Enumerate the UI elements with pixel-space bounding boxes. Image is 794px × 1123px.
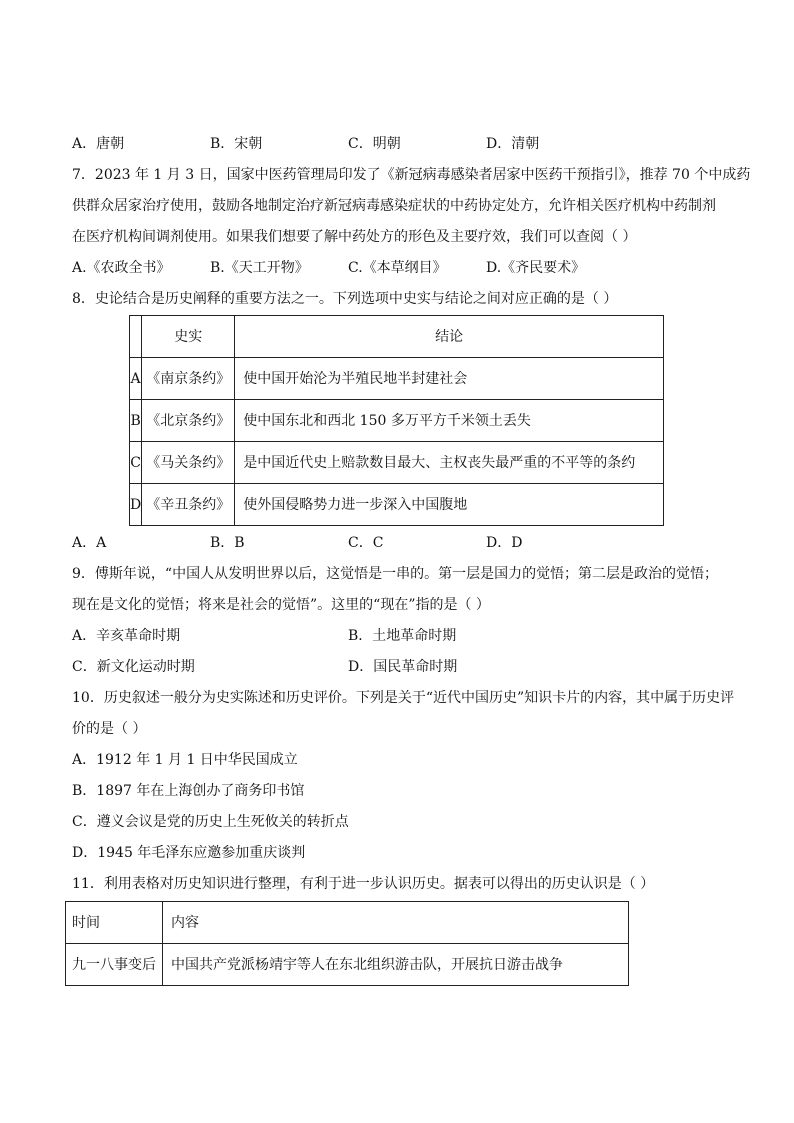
q7-stem-line-2: 供群众居家治疗使用，鼓励各地制定治疗新冠病毒感染症状的中药协定处方，允许相关医疗机构中药制剂 <box>72 198 716 214</box>
q6-option-c[interactable]: C．明朝 <box>348 136 401 152</box>
table-cell-letter: A <box>130 358 142 400</box>
table-header-row <box>66 902 629 944</box>
q8-option-d[interactable]: D．D <box>486 535 523 551</box>
table-cell-fact: 《北京条约》 <box>142 400 235 442</box>
q7-stem-line-3: 在医疗机构间调剂使用。如果我们想要了解中药处方的形色及主要疗效，我们可以查阅（ ） <box>72 229 637 245</box>
table-row <box>66 944 629 986</box>
table-cell-conclusion: 使中国开始沦为半殖民地半封建社会 <box>235 358 664 400</box>
q9-option-a[interactable]: A．辛亥革命时期 <box>72 628 181 644</box>
q10-option-d[interactable]: D．1945 年毛泽东应邀参加重庆谈判 <box>72 845 306 861</box>
q9-option-d[interactable]: D．国民革命时期 <box>348 659 458 675</box>
table-header-cell <box>130 316 142 358</box>
table-row <box>130 400 664 442</box>
q8-option-a[interactable]: A．A <box>72 535 107 551</box>
q9-stem-line-1: 9．傅斯年说，“中国人从发明世界以后，这觉悟是一串的。第一层是国力的觉悟；第二层是政治的觉悟； <box>72 566 719 582</box>
table-header-cell: 时间 <box>66 902 163 944</box>
table-cell-conclusion: 使中国东北和西北 150 多万平方千米领土丢失 <box>235 400 664 442</box>
q9-option-c[interactable]: C．新文化运动时期 <box>72 659 195 675</box>
table-cell-fact: 《马关条约》 <box>142 442 235 484</box>
q6-option-d[interactable]: D．清朝 <box>486 136 540 152</box>
q6-option-a[interactable]: A．唐朝 <box>72 136 125 152</box>
q9-stem-line-2: 现在是文化的觉悟；将来是社会的觉悟”。这里的“现在”指的是（ ） <box>72 597 490 613</box>
q11-stem: 11．利用表格对历史知识进行整理，有利于进一步认识历史。据表可以得出的历史认识是（ ） <box>72 876 655 892</box>
table-row <box>130 484 664 526</box>
table-cell-letter: B <box>130 400 142 442</box>
table-cell-content: 中国共产党派杨靖宇等人在东北组织游击队，开展抗日游击战争 <box>163 944 629 986</box>
table-header-row <box>130 316 664 358</box>
q10-option-a[interactable]: A．1912 年 1 月 1 日中华民国成立 <box>72 752 298 768</box>
table-cell-time: 九一八事变后 <box>66 944 163 986</box>
table-header-cell: 结论 <box>235 316 664 358</box>
q8-option-b[interactable]: B．B <box>210 535 245 551</box>
q10-option-c[interactable]: C．遵义会议是党的历史上生死攸关的转折点 <box>72 814 349 830</box>
table-cell-letter: D <box>130 484 142 526</box>
q6-option-b[interactable]: B．宋朝 <box>210 136 263 152</box>
q10-stem-line-1: 10．历史叙述一般分为史实陈述和历史评价。下列是关于“近代中国历史”知识卡片的内容，其中属于历史评 <box>72 690 735 706</box>
q8-option-c[interactable]: C．C <box>348 535 384 551</box>
table-cell-conclusion: 是中国近代史上赔款数目最大、主权丧失最严重的不平等的条约 <box>235 442 664 484</box>
table-cell-fact: 《辛丑条约》 <box>142 484 235 526</box>
q11-table <box>65 901 629 986</box>
q7-option-c[interactable]: C.《本草纲目》 <box>348 260 447 276</box>
q10-option-b[interactable]: B．1897 年在上海创办了商务印书馆 <box>72 783 305 799</box>
table-header-cell: 内容 <box>163 902 629 944</box>
q9-option-b[interactable]: B．土地革命时期 <box>348 628 457 644</box>
table-row <box>130 358 664 400</box>
q10-stem-line-2: 价的是（ ） <box>72 721 147 737</box>
table-header-cell: 史实 <box>142 316 235 358</box>
q7-option-a[interactable]: A.《农政全书》 <box>72 260 171 276</box>
q8-table <box>129 315 664 526</box>
q7-stem-line-1: 7．2023 年 1 月 3 日，国家中医药管理局印发了《新冠病毒感染者居家中医药干预指引》，推荐 70 个中成药 <box>72 167 751 183</box>
q7-option-d[interactable]: D.《齐民要术》 <box>486 260 586 276</box>
table-row <box>130 442 664 484</box>
table-cell-conclusion: 使外国侵略势力进一步深入中国腹地 <box>235 484 664 526</box>
q8-stem: 8．史论结合是历史阐释的重要方法之一。下列选项中史实与结论之间对应正确的是（ ） <box>72 291 618 307</box>
q7-option-b[interactable]: B.《天工开物》 <box>210 260 309 276</box>
table-cell-letter: C <box>130 442 142 484</box>
table-cell-fact: 《南京条约》 <box>142 358 235 400</box>
